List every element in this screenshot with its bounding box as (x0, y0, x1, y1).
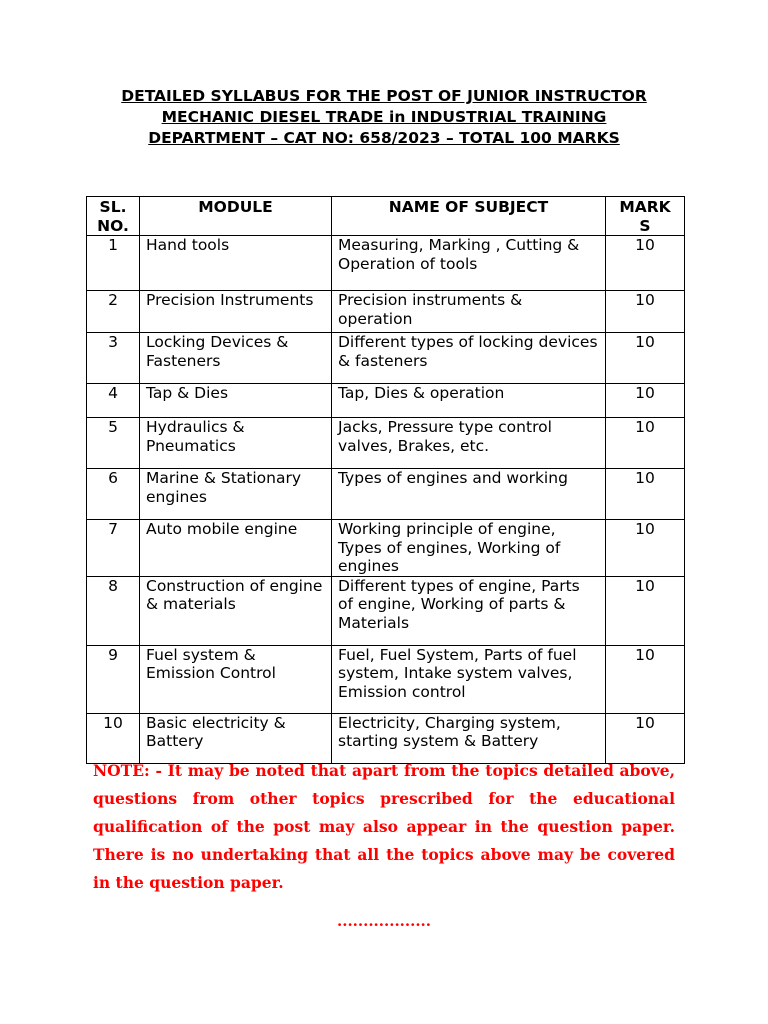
cell-subject: Jacks, Pressure type control valves, Brakes, etc. (332, 418, 606, 469)
cell-module: Auto mobile engine (140, 520, 332, 577)
cell-subject: Working principle of engine, Types of engines, Working of engines (332, 520, 606, 577)
cell-subject: Electricity, Charging system, starting system & Battery (332, 713, 606, 763)
cell-marks: 10 (606, 384, 685, 418)
cell-sl-no: 6 (87, 469, 140, 520)
cell-module: Fuel system & Emission Control (140, 645, 332, 713)
header-marks: MARK S (606, 197, 685, 236)
cell-marks: 10 (606, 520, 685, 577)
cell-subject: Precision instruments & operation (332, 291, 606, 333)
document-title (60, 86, 708, 149)
cell-marks: 10 (606, 291, 685, 333)
header-subject: NAME OF SUBJECT (332, 197, 606, 236)
table-row (87, 418, 685, 469)
cell-marks: 10 (606, 333, 685, 384)
cell-marks: 10 (606, 576, 685, 645)
cell-module: Precision Instruments (140, 291, 332, 333)
cell-subject: Fuel, Fuel System, Parts of fuel system, Intake system valves, Emission control (332, 645, 606, 713)
table-row (87, 520, 685, 577)
cell-subject: Tap, Dies & operation (332, 384, 606, 418)
table-row (87, 236, 685, 291)
end-dots: .................. (337, 912, 431, 930)
cell-sl-no: 8 (87, 576, 140, 645)
syllabus-table (86, 196, 685, 764)
table-row (87, 333, 685, 384)
cell-sl-no: 9 (87, 645, 140, 713)
cell-sl-no: 2 (87, 291, 140, 333)
cell-module: Basic electricity & Battery (140, 713, 332, 763)
table-row (87, 469, 685, 520)
cell-marks: 10 (606, 236, 685, 291)
table-row (87, 291, 685, 333)
cell-module: Locking Devices & Fasteners (140, 333, 332, 384)
cell-subject: Types of engines and working (332, 469, 606, 520)
header-module: MODULE (140, 197, 332, 236)
cell-subject: Different types of locking devices & fasteners (332, 333, 606, 384)
cell-subject: Measuring, Marking , Cutting & Operation of tools (332, 236, 606, 291)
title-line-3: DEPARTMENT – CAT NO: 658/2023 – TOTAL 100 MARKS (148, 129, 620, 147)
cell-module: Marine & Stationary engines (140, 469, 332, 520)
cell-module: Construction of engine & materials (140, 576, 332, 645)
cell-marks: 10 (606, 645, 685, 713)
cell-sl-no: 10 (87, 713, 140, 763)
cell-sl-no: 7 (87, 520, 140, 577)
cell-module: Hand tools (140, 236, 332, 291)
cell-sl-no: 1 (87, 236, 140, 291)
cell-sl-no: 5 (87, 418, 140, 469)
table-header-row (87, 197, 685, 236)
cell-marks: 10 (606, 713, 685, 763)
cell-module: Hydraulics & Pneumatics (140, 418, 332, 469)
cell-module: Tap & Dies (140, 384, 332, 418)
cell-sl-no: 3 (87, 333, 140, 384)
cell-subject: Different types of engine, Parts of engine, Working of parts & Materials (332, 576, 606, 645)
cell-marks: 10 (606, 418, 685, 469)
table-row (87, 713, 685, 763)
table-row (87, 576, 685, 645)
note-paragraph: NOTE: - It may be noted that apart from the topics detailed above, questions from other topics prescribed for the educational qualification of the post may also appear in the question paper. There is no undertaking that all the topics above may be covered in the question paper. (93, 761, 675, 892)
title-line-2: MECHANIC DIESEL TRADE in INDUSTRIAL TRAINING (161, 108, 607, 126)
header-sl-no: SL. NO. (87, 197, 140, 236)
cell-sl-no: 4 (87, 384, 140, 418)
table-row (87, 384, 685, 418)
title-line-1: DETAILED SYLLABUS FOR THE POST OF JUNIOR INSTRUCTOR (121, 87, 647, 105)
table-row (87, 645, 685, 713)
cell-marks: 10 (606, 469, 685, 520)
